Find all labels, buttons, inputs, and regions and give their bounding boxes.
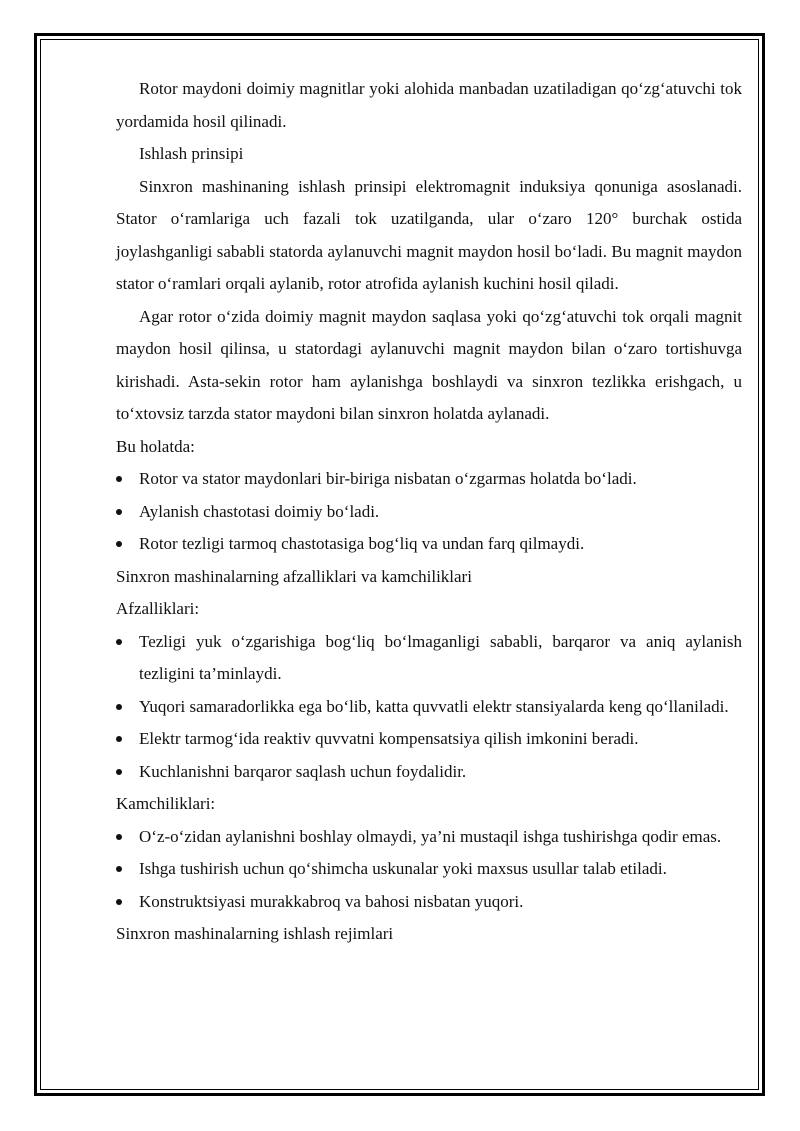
advantages-list	[116, 626, 742, 789]
bullet-icon	[116, 899, 122, 905]
list-item-text: Tezligi yuk o‘zgarishiga bog‘liq bo‘lmaganligi sababli, barqaror va aniq aylanish tezligini ta’minlaydi.	[139, 631, 742, 683]
paragraph-in-this-state: Bu holatda:	[116, 436, 195, 456]
bullet-icon	[116, 736, 122, 742]
bullet-icon	[116, 509, 122, 515]
list-item-text: Ishga tushirish uchun qo‘shimcha uskunalar yoki maxsus usullar talab etiladi.	[139, 859, 667, 878]
bullet-icon	[116, 769, 122, 775]
list-item	[116, 821, 742, 854]
list-item	[116, 528, 742, 561]
bullet-icon	[116, 704, 122, 710]
document-body	[116, 73, 742, 951]
bullet-icon	[116, 541, 122, 547]
list-item	[116, 853, 742, 886]
list-item	[116, 723, 742, 756]
list-item	[116, 691, 742, 724]
subheading-disadvantages: Kamchiliklari:	[116, 794, 216, 813]
paragraph-rotor-sync: Agar rotor o‘zida doimiy magnit maydon saqlasa yoki qo‘zg‘atuvchi tok orqali magnit maydon hosil qilinsa, u statordagi aylanuvchi magnit maydon bilan o‘zaro tortishuvga kirishadi. Asta-sekin rotor ham aylanishga boshlaydi va sinxron tezlikka erishgach, u to‘xtovsiz tarzda stator maydoni bilan sinxron holatda aylanadi.	[116, 306, 742, 423]
list-item-text: O‘z-o‘zidan aylanishni boshlay olmaydi, ya’ni mustaqil ishga tushirishga qodir emas.	[139, 826, 722, 846]
section-heading-working-principle: Ishlash prinsipi	[139, 144, 244, 163]
list-item-text: Kuchlanishni barqaror saqlash uchun foydalidir.	[139, 761, 467, 781]
list-item-text: Rotor tezligi tarmoq chastotasiga bog‘liq va undan farq qilmaydi.	[139, 534, 585, 553]
bullet-icon	[116, 834, 122, 840]
paragraph-rotor-field: Rotor maydoni doimiy magnitlar yoki alohida manbadan uzatiladigan qo‘zg‘atuvchi tok yordamida hosil qilinadi.	[116, 79, 742, 131]
section-heading-operating-modes: Sinxron mashinalarning ishlash rejimlari	[116, 924, 394, 943]
list-item-text: Konstruktsiyasi murakkabroq va bahosi nisbatan yuqori.	[139, 891, 524, 911]
bullet-icon	[116, 639, 122, 645]
disadvantages-list	[116, 821, 742, 919]
state-bullet-list	[116, 463, 742, 561]
list-item	[116, 886, 742, 919]
paragraph-working-principle: Sinxron mashinaning ishlash prinsipi elektromagnit induksiya qonuniga asoslanadi. Stator o‘ramlariga uch fazali tok uzatilganda, ular o‘zaro 120° burchak ostida joylashganligi sababli statorda aylanuvchi magnit maydon hosil bo‘ladi. Bu magnit maydon stator o‘ramlari orqali aylanib, rotor atrofida aylanish kuchini hosil qiladi.	[116, 176, 742, 293]
bullet-icon	[116, 476, 122, 482]
subheading-advantages: Afzalliklari:	[116, 599, 200, 618]
list-item	[116, 756, 742, 789]
list-item-text: Yuqori samaradorlikka ega bo‘lib, katta quvvatli elektr stansiyalarda keng qo‘llaniladi.	[139, 696, 729, 716]
list-item	[116, 496, 742, 529]
list-item-text: Rotor va stator maydonlari bir-biriga nisbatan o‘zgarmas holatda bo‘ladi.	[139, 469, 637, 488]
list-item-text: Aylanish chastotasi doimiy bo‘ladi.	[139, 501, 380, 521]
section-heading-pros-cons: Sinxron mashinalarning afzalliklari va kamchiliklari	[116, 566, 472, 586]
list-item-text: Elektr tarmog‘ida reaktiv quvvatni kompensatsiya qilish imkonini beradi.	[139, 729, 639, 748]
bullet-icon	[116, 866, 122, 872]
list-item	[116, 463, 742, 496]
list-item	[116, 626, 742, 691]
